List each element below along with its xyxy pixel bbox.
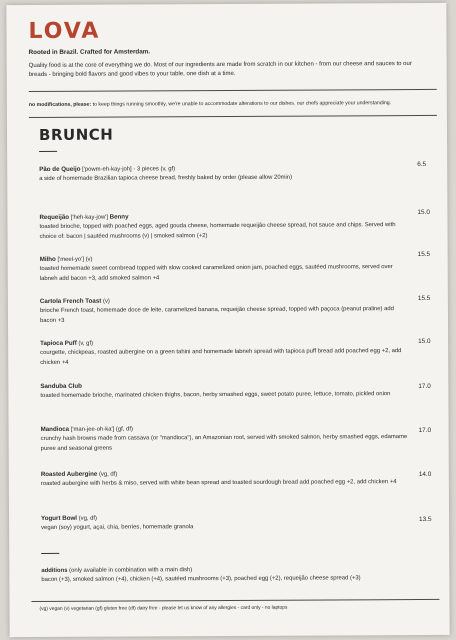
intro-text: Quality food is at the core of everything we do. Most of our ingredients are made from scratch in our kitchen - from our cheese and sauces to our breads - bringing bold flavors and good vibes to your table, one dish at a time. [28,61,412,79]
menu-item [41,423,411,454]
item-name: Mandioca [40,425,70,433]
item-pronunciation: ['heh-kay-jow'] [69,214,110,221]
item-pronunciation: ['meel-yo'] (v) [55,256,93,263]
item-name: Pão de Queijo [39,165,81,173]
item-name: Milho [39,255,56,263]
section-title: BRUNCH [38,125,114,144]
item-pronunciation: (vg, df) [77,515,98,522]
item-price: 15.0 [417,208,430,217]
menu-item [41,512,411,534]
item-pronunciation: (v) [101,298,110,305]
menu-item [40,337,410,368]
item-name-suffix: Benny [109,213,129,221]
item-pronunciation: (v, gf) [76,340,94,347]
additions-title: additions [41,567,68,574]
item-price: 17.0 [418,426,432,435]
menu-item [40,253,410,284]
menu-item [39,211,409,242]
item-description: crunchy hash browns made from cassava (or "mandioca"), an Amazonian root, served with smoked salmon, herby smashed eggs, edamame puree and seasonal greens [40,434,408,452]
divider [29,89,437,92]
notice-text: to keep things running smoothly, we're unable to accommodate alterations to our dishes. our chefs appreciate your understanding. [91,100,392,108]
item-name: Yogurt Bowl [41,514,78,522]
item-name: Sanduba Club [40,382,82,390]
item-price: 15.0 [418,337,431,346]
divider [29,115,437,118]
item-description: brioche French toast, homemade doce de leite, caramelized banana, requeijão cheese spread, topped with paçoca (peanut praline) add bacon +3 [39,306,394,324]
item-price: 6.5 [417,160,427,169]
item-name: Tapioca Puff [40,339,77,347]
item-price: 14.0 [418,470,432,479]
menu-item [40,380,410,402]
item-pronunciation: ['man-jee-oh-ka'] (gf, df) [69,426,133,433]
item-name: Roasted Aubergine [40,470,98,478]
item-price: 15.5 [417,250,431,259]
item-description: toasted homemade sweet cornbread topped with slow cooked caramelized onion jam, poached eggs, sautéed mushrooms, served over labneh add bacon +3, add smoked salmon +4 [39,264,393,282]
divider [31,599,439,602]
menu-item [39,163,409,185]
tagline: Rooted in Brazil. Crafted for Amsterdam. [28,48,151,57]
menu-sheet [6,3,449,637]
item-name: Cartola French Toast [39,297,102,305]
item-price: 15.5 [417,294,431,303]
additions [41,565,421,586]
item-name: Requeijão [39,213,70,221]
notice-bold: no modifications, please: [28,101,92,109]
footer-legend: (vg) vegan (v) vegetarian (gf) gluten free (df) dairy free - please let us know of any allergies - card only - no laptops [39,605,288,612]
item-price: 17.0 [418,382,431,391]
item-pronunciation: (vg, df) [97,471,118,478]
item-description: toasted brioche, topped with poached eggs, aged gouda cheese, homemade requeijão cheese spread, hot sauce and chips. Served with choice of: bacon | sautéed mushrooms (v) | smoked salmon (+2) [39,222,396,240]
item-description: a side of homemade Brazilian tapioca cheese bread, freshly baked by order (please allow 20min) [39,175,293,183]
menu-item [40,295,410,326]
additions-note: (only available in combination with a main dish) [67,567,193,574]
section-dash [41,553,59,554]
additions-list: bacon (+3), smoked salmon (+4), chicken (+4), sautéed mushrooms (+3), poached egg (+2), requeijão cheese spread (+3) [41,575,361,584]
item-description: courgette, chickpeas, roasted aubergine on a green tahini and homemade labneh spread with tapioca puff bread add poached egg +2, add chicken +4 [40,348,402,366]
section-dash [39,151,57,152]
item-description: roasted aubergine with herbs & miso, served with white bean spread and toasted sourdough bread add poached egg +2, add chicken +4 [40,479,397,488]
item-description: vegan (soy) yogurt, açai, chia, berries, homemade granola [41,524,194,532]
menu-item [41,468,411,490]
item-description: toasted homemade brioche, marinated chicken thighs, bacon, herby smashed eggs, sweet potato puree, lettuce, tomato, pickled onion [40,391,391,400]
brand-logo: LOVA [28,18,101,45]
no-modifications-notice [29,100,439,108]
item-pronunciation: ['powm-eh-kay-joh] - 3 pieces (v, gf) [80,166,176,173]
item-price: 13.5 [419,515,432,524]
